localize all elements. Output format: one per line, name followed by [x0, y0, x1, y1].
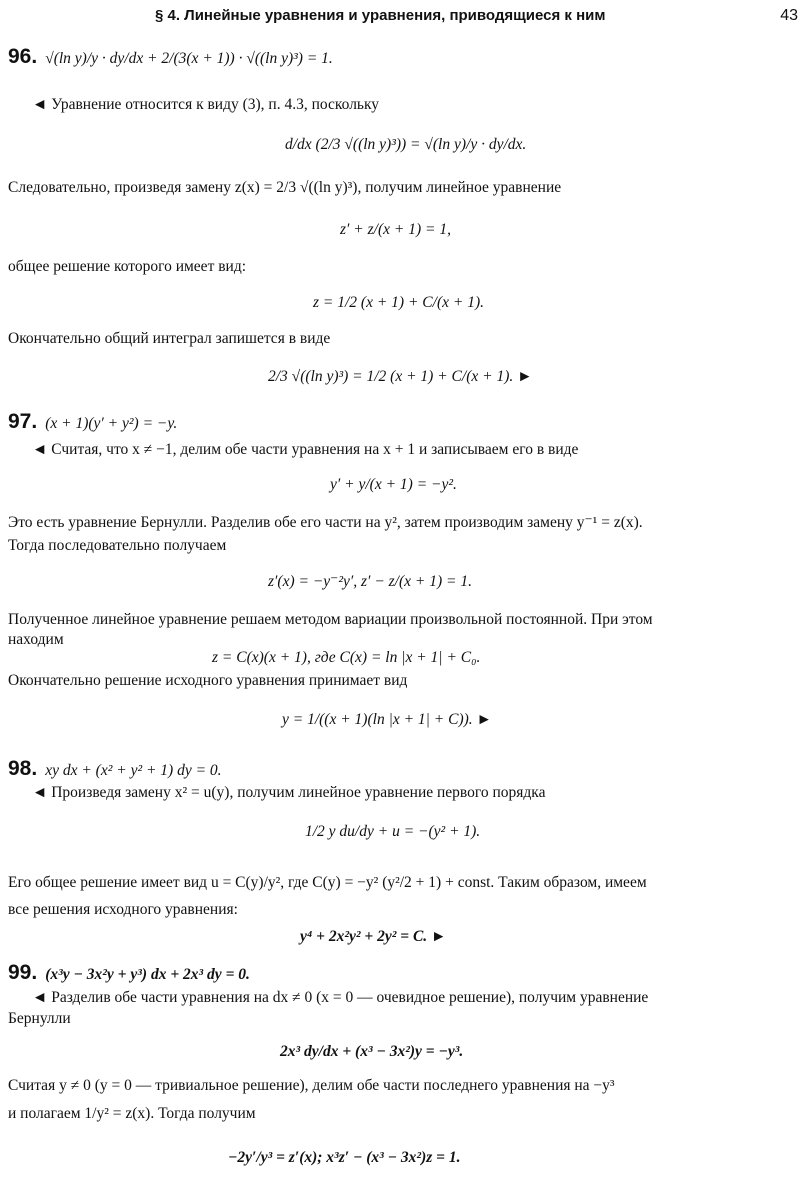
display-equation: y′ + y/(x + 1) = −y². [330, 476, 457, 493]
text-line: Его общее решение имеет вид u = C(y)/y², где C(y) = −y² (y²/2 + 1) + const. Таким образом, имеем [8, 874, 647, 891]
display-equation: −2y′/y³ = z′(x); x³z′ − (x³ − 3x²)z = 1. [228, 1149, 461, 1166]
problem-number: 97. [8, 410, 38, 433]
problem-99-statement [8, 960, 800, 986]
text-line: и полагаем 1/y² = z(x). Тогда получим [8, 1105, 256, 1122]
text-line: Окончательно решение исходного уравнения принимает вид [8, 672, 408, 689]
problem-number: 98. [8, 757, 38, 780]
text-line: Окончательно общий интеграл запишется в виде [8, 330, 331, 347]
display-equation: z′ + z/(x + 1) = 1, [340, 221, 451, 238]
page-number: 43 [780, 7, 798, 24]
display-equation: 2x³ dy/dx + (x³ − 3x²)y = −y³. [280, 1043, 464, 1060]
text-line: ◄ Произведя замену x² = u(y), получим линейное уравнение первого порядка [32, 784, 546, 801]
text-line: Бернулли [8, 1010, 71, 1027]
problem-97-statement [8, 409, 800, 435]
text-line: Следовательно, произведя замену z(x) = 2/3 √((ln y)³), получим линейное уравнение [8, 179, 562, 196]
text-line: ◄ Считая, что x ≠ −1, делим обе части уравнения на x + 1 и записываем его в виде [32, 441, 579, 458]
display-equation: y = 1/((x + 1)(ln |x + 1| + C)). ► [282, 711, 492, 728]
display-equation: z = C(x)(x + 1), где C(x) = ln |x + 1| + C₀. [212, 649, 481, 666]
display-equation: 2/3 √((ln y)³) = 1/2 (x + 1) + C/(x + 1). ► [268, 368, 533, 385]
problem-98-statement [8, 756, 800, 782]
display-equation: d/dx (2/3 √((ln y)³)) = √(ln y)/y · dy/dx. [285, 136, 527, 153]
display-equation: z′(x) = −y⁻²y′, z′ − z/(x + 1) = 1. [268, 573, 472, 590]
problem-number: 96. [8, 45, 38, 68]
text-line: все решения исходного уравнения: [8, 901, 238, 918]
display-equation: y⁴ + 2x²y² + 2y² = C. ► [300, 928, 447, 945]
display-equation: z = 1/2 (x + 1) + C/(x + 1). [313, 294, 484, 311]
text-line: Тогда последовательно получаем [8, 537, 227, 554]
text-line: ◄ Разделив обе части уравнения на dx ≠ 0 (x = 0 — очевидное решение), получим уравнение [32, 989, 649, 1006]
text-line: общее решение которого имеет вид: [8, 258, 247, 275]
problem-equation: xy dx + (x² + y² + 1) dy = 0. [45, 762, 222, 779]
text-line: Полученное линейное уравнение решаем методом вариации произвольной постоянной. При этом [8, 611, 653, 628]
problem-equation: √(ln y)/y · dy/dx + 2/(3(x + 1)) · √((ln y)³) = 1. [45, 50, 333, 67]
text-line: находим [8, 631, 64, 648]
section-title: § 4. Линейные уравнения и уравнения, приводящиеся к ним [155, 7, 606, 24]
text-line: Считая y ≠ 0 (y = 0 — тривиальное решение), делим обе части последнего уравнения на −y³ [8, 1077, 615, 1094]
display-equation: 1/2 y du/dy + u = −(y² + 1). [305, 823, 481, 840]
text-line: ◄ Уравнение относится к виду (3), п. 4.3, поскольку [32, 96, 380, 113]
problem-number: 99. [8, 961, 38, 984]
text-line: Это есть уравнение Бернулли. Разделив обе его части на y², затем производим замену y⁻¹ = z(x). [8, 514, 643, 531]
problem-equation: (x³y − 3x²y + y³) dx + 2x³ dy = 0. [45, 966, 250, 983]
running-header [0, 4, 808, 28]
problem-96-statement [8, 44, 800, 70]
problem-equation: (x + 1)(y′ + y²) = −y. [45, 415, 178, 432]
